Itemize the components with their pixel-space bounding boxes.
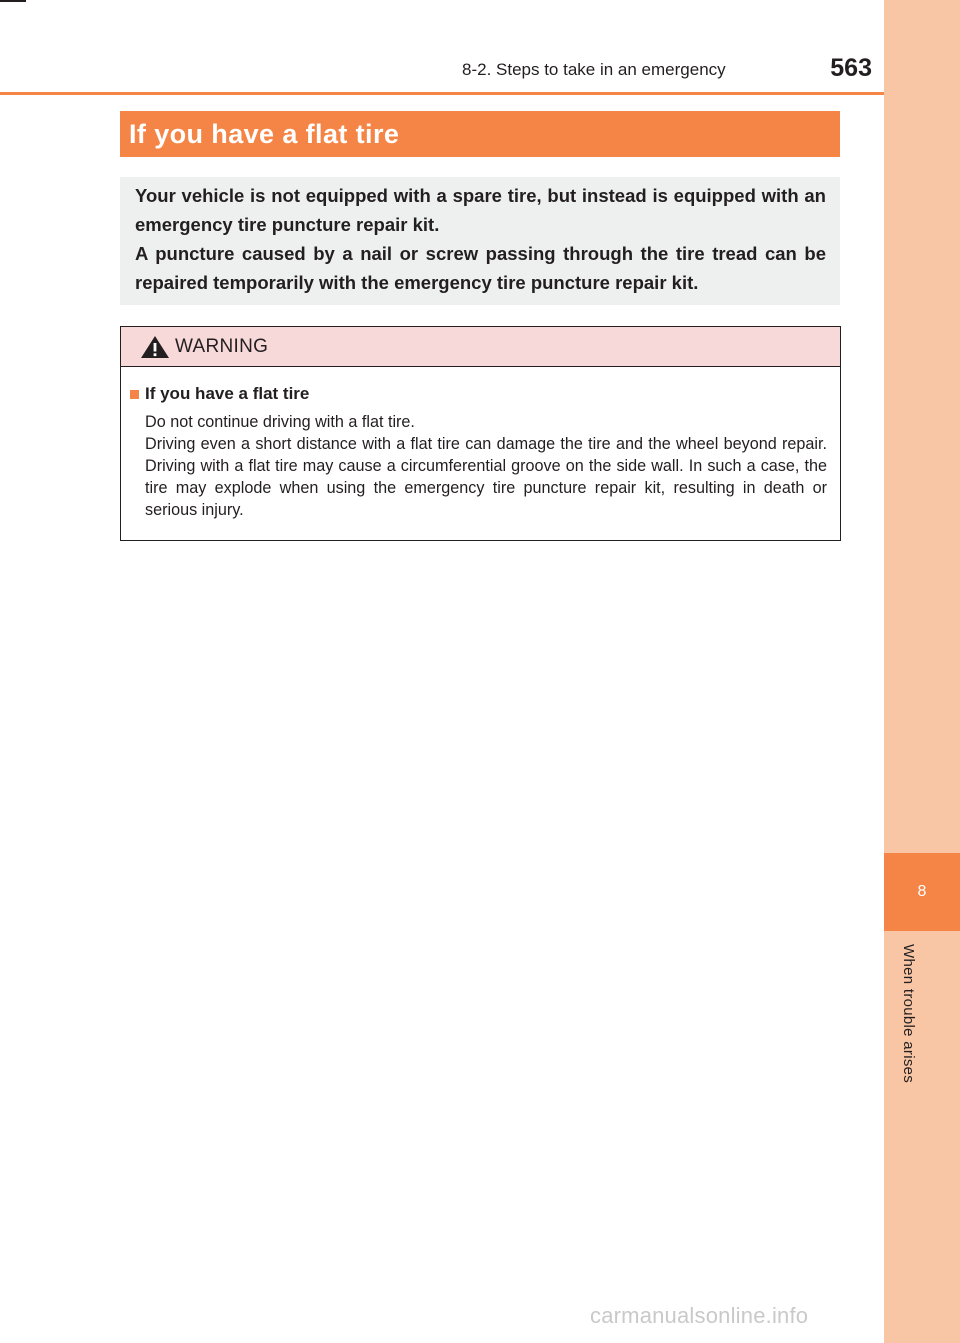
warning-box: [120, 326, 841, 541]
intro-paragraph-2: A puncture caused by a nail or screw passing through the tire tread can be repaired temporarily with the emergency tire puncture repair kit.: [135, 243, 826, 293]
warning-body: [121, 367, 840, 521]
warning-triangle-icon: [139, 334, 171, 360]
page-title: If you have a flat tire: [129, 118, 400, 149]
warning-item-title: If you have a flat tire: [145, 384, 310, 403]
warning-paragraph-1: Do not continue driving with a flat tire.: [145, 413, 415, 431]
section-heading: 8-2. Steps to take in an emergency: [462, 60, 726, 79]
intro-paragraph-1: Your vehicle is not equipped with a spare tire, but instead is equipped with an emergency tire puncture repair kit.: [135, 185, 826, 235]
chapter-number-box: [884, 853, 960, 931]
square-bullet-icon: [130, 390, 139, 399]
page-number: 563: [830, 54, 872, 82]
intro-box: [120, 177, 840, 305]
warning-text: [145, 411, 827, 521]
page-title-bar: [120, 111, 840, 157]
header-rule: [0, 92, 884, 95]
warning-label: WARNING: [175, 335, 269, 357]
warning-paragraph-2: Driving even a short distance with a flat tire can damage the tire and the wheel beyond repair. Driving with a flat tire may cause a circumferential groove on the side wall. In such a case, the tire may explode when using the emergency tire puncture repair kit, resulting in death or serious injury.: [145, 435, 827, 519]
chapter-number: 8: [917, 883, 927, 900]
chapter-side-tab: [884, 0, 960, 1343]
chapter-title: When trouble arises: [900, 944, 917, 1084]
warning-header: [121, 327, 840, 367]
warning-item-heading: [130, 384, 827, 404]
watermark: carmanualsonline.info: [590, 1303, 809, 1328]
crop-mark-left: [0, 0, 26, 2]
